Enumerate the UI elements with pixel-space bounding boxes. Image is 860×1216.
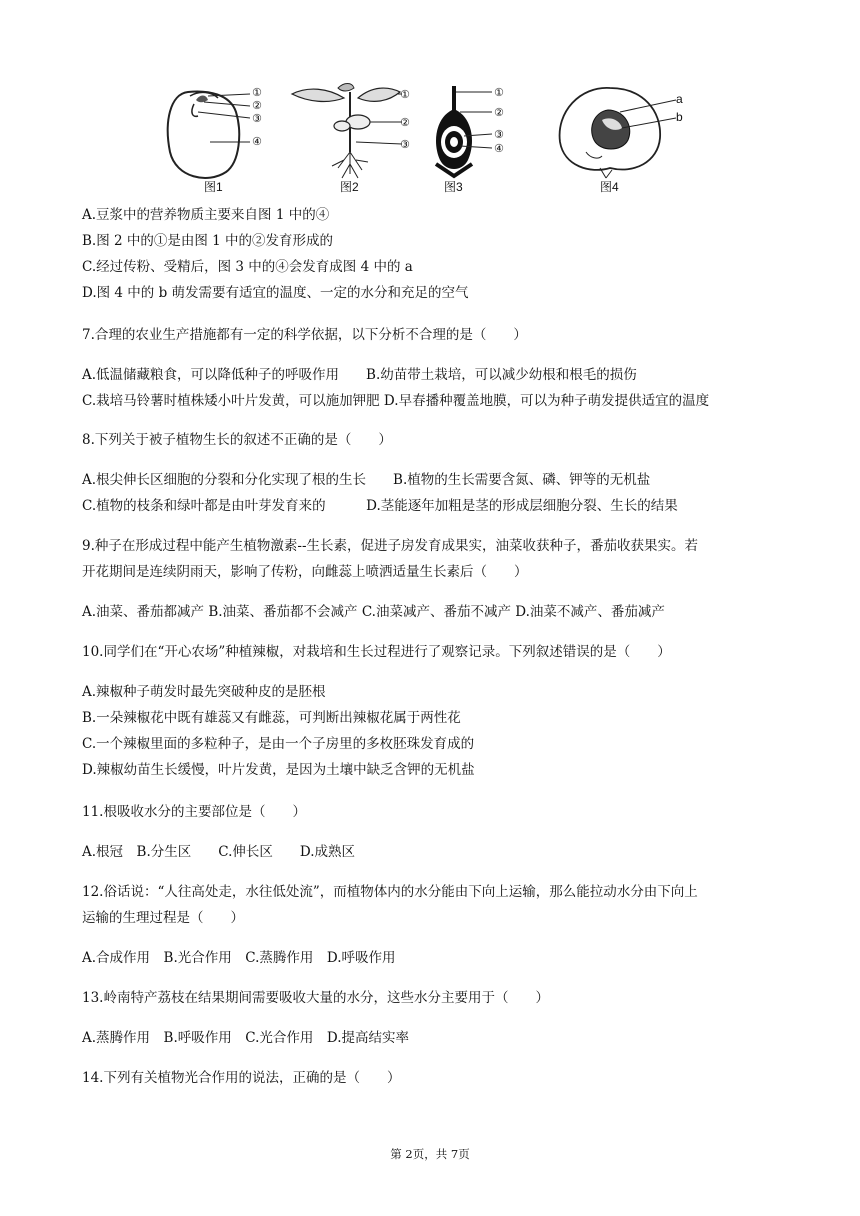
fig2-caption: 图2 xyxy=(340,180,359,194)
fig2-label-2: ② xyxy=(400,116,410,129)
q10-option-d: D.辣椒幼苗生长缓慢，叶片发黄，是因为土壤中缺乏含钾的无机盐 xyxy=(82,762,475,778)
fig3-caption: 图3 xyxy=(444,180,463,194)
q6-option-b: B.图 2 中的①是由图 1 中的②发育形成的 xyxy=(82,233,334,249)
fig1-label-3: ③ xyxy=(252,112,262,125)
figure-4-peach xyxy=(550,82,700,194)
q10-option-a: A.辣椒种子萌发时最先突破种皮的是胚根 xyxy=(82,684,326,700)
fig3-label-1: ① xyxy=(494,86,504,99)
fig2-label-3: ③ xyxy=(400,138,410,151)
q12-options: A.合成作用 B.光合作用 C.蒸腾作用 D.呼吸作用 xyxy=(82,950,396,966)
q9-options: A.油菜、番茄都减产 B.油菜、番茄都不会减产 C.油菜减产、番茄不减产 D.油菜不减产、番茄减产 xyxy=(82,604,665,620)
q11-options: A.根冠 B.分生区 C.伸长区 D.成熟区 xyxy=(82,844,356,860)
fig1-label-1: ① xyxy=(252,86,262,99)
q8-options-row-1: A.根尖伸长区细胞的分裂和分化实现了根的生长 B.植物的生长需要含氮、磷、钾等的无机盐 xyxy=(82,472,651,488)
q7-options-row-2: C.栽培马铃薯时植株矮小叶片发黄，可以施加钾肥 D.早春播种覆盖地膜，可以为种子萌发提供适宜的温度 xyxy=(82,393,710,409)
q7-stem: 7.合理的农业生产措施都有一定的科学依据，以下分析不合理的是（ ） xyxy=(82,327,527,343)
fig3-label-2: ② xyxy=(494,106,504,119)
fig4-label-b: b xyxy=(676,110,683,124)
fig3-label-4: ④ xyxy=(494,142,504,155)
figure-3-pistil xyxy=(432,82,532,194)
q11-stem: 11.根吸收水分的主要部位是（ ） xyxy=(82,804,306,820)
page-footer: 第 2页，共 7页 xyxy=(390,1147,470,1161)
q13-options: A.蒸腾作用 B.呼吸作用 C.光合作用 D.提高结实率 xyxy=(82,1030,410,1046)
q10-option-c: C.一个辣椒里面的多粒种子，是由一个子房里的多枚胚珠发育成的 xyxy=(82,736,475,752)
q10-option-b: B.一朵辣椒花中既有雄蕊又有雌蕊，可判断出辣椒花属于两性花 xyxy=(82,710,461,726)
fig1-caption: 图1 xyxy=(204,180,223,194)
q7-options-row-1: A.低温储藏粮食，可以降低种子的呼吸作用 B.幼苗带土栽培，可以减少幼根和根毛的损伤 xyxy=(82,367,637,383)
q9-stem-line-2: 开花期间是连续阴雨天，影响了传粉，向雌蕊上喷洒适量生长素后（ ） xyxy=(82,564,528,580)
q10-stem: 10.同学们在“开心农场”种植辣椒，对栽培和生长过程进行了观察记录。下列叙述错误的是（ ） xyxy=(82,644,671,660)
q9-stem-line-1: 9.种子在形成过程中能产生植物激素--生长素，促进子房发育成果实，油菜收获种子，番茄收获果实。若 xyxy=(82,538,699,554)
q12-stem-line-2: 运输的生理过程是（ ） xyxy=(82,910,244,926)
q13-stem: 13.岭南特产荔枝在结果期间需要吸收大量的水分，这些水分主要用于（ ） xyxy=(82,990,549,1006)
q6-option-a: A.豆浆中的营养物质主要来自图 1 中的④ xyxy=(82,207,330,223)
fig2-label-1: ① xyxy=(400,88,410,101)
figure-strip xyxy=(160,82,700,194)
fig4-label-a: a xyxy=(676,92,683,106)
fig1-label-2: ② xyxy=(252,99,262,112)
figure-2-seedling xyxy=(288,82,418,194)
figure-1-bean-seed xyxy=(160,82,280,194)
q6-option-c: C.经过传粉、受精后，图 3 中的④会发育成图 4 中的 a xyxy=(82,259,413,275)
fig1-label-4: ④ xyxy=(252,135,262,148)
q12-stem-line-1: 12.俗话说：“人往高处走，水往低处流”，而植物体内的水分能由下向上运输，那么能拉动水分由下向上 xyxy=(82,884,698,900)
q8-stem: 8.下列关于被子植物生长的叙述不正确的是（ ） xyxy=(82,432,392,448)
fig4-caption: 图4 xyxy=(600,180,619,194)
q6-option-d: D.图 4 中的 b 萌发需要有适宜的温度、一定的水分和充足的空气 xyxy=(82,285,469,301)
fig3-label-3: ③ xyxy=(494,128,504,141)
q14-stem: 14.下列有关植物光合作用的说法，正确的是（ ） xyxy=(82,1070,401,1086)
q8-options-row-2: C.植物的枝条和绿叶都是由叶芽发育来的 D.茎能逐年加粗是茎的形成层细胞分裂、生长的结果 xyxy=(82,498,678,514)
